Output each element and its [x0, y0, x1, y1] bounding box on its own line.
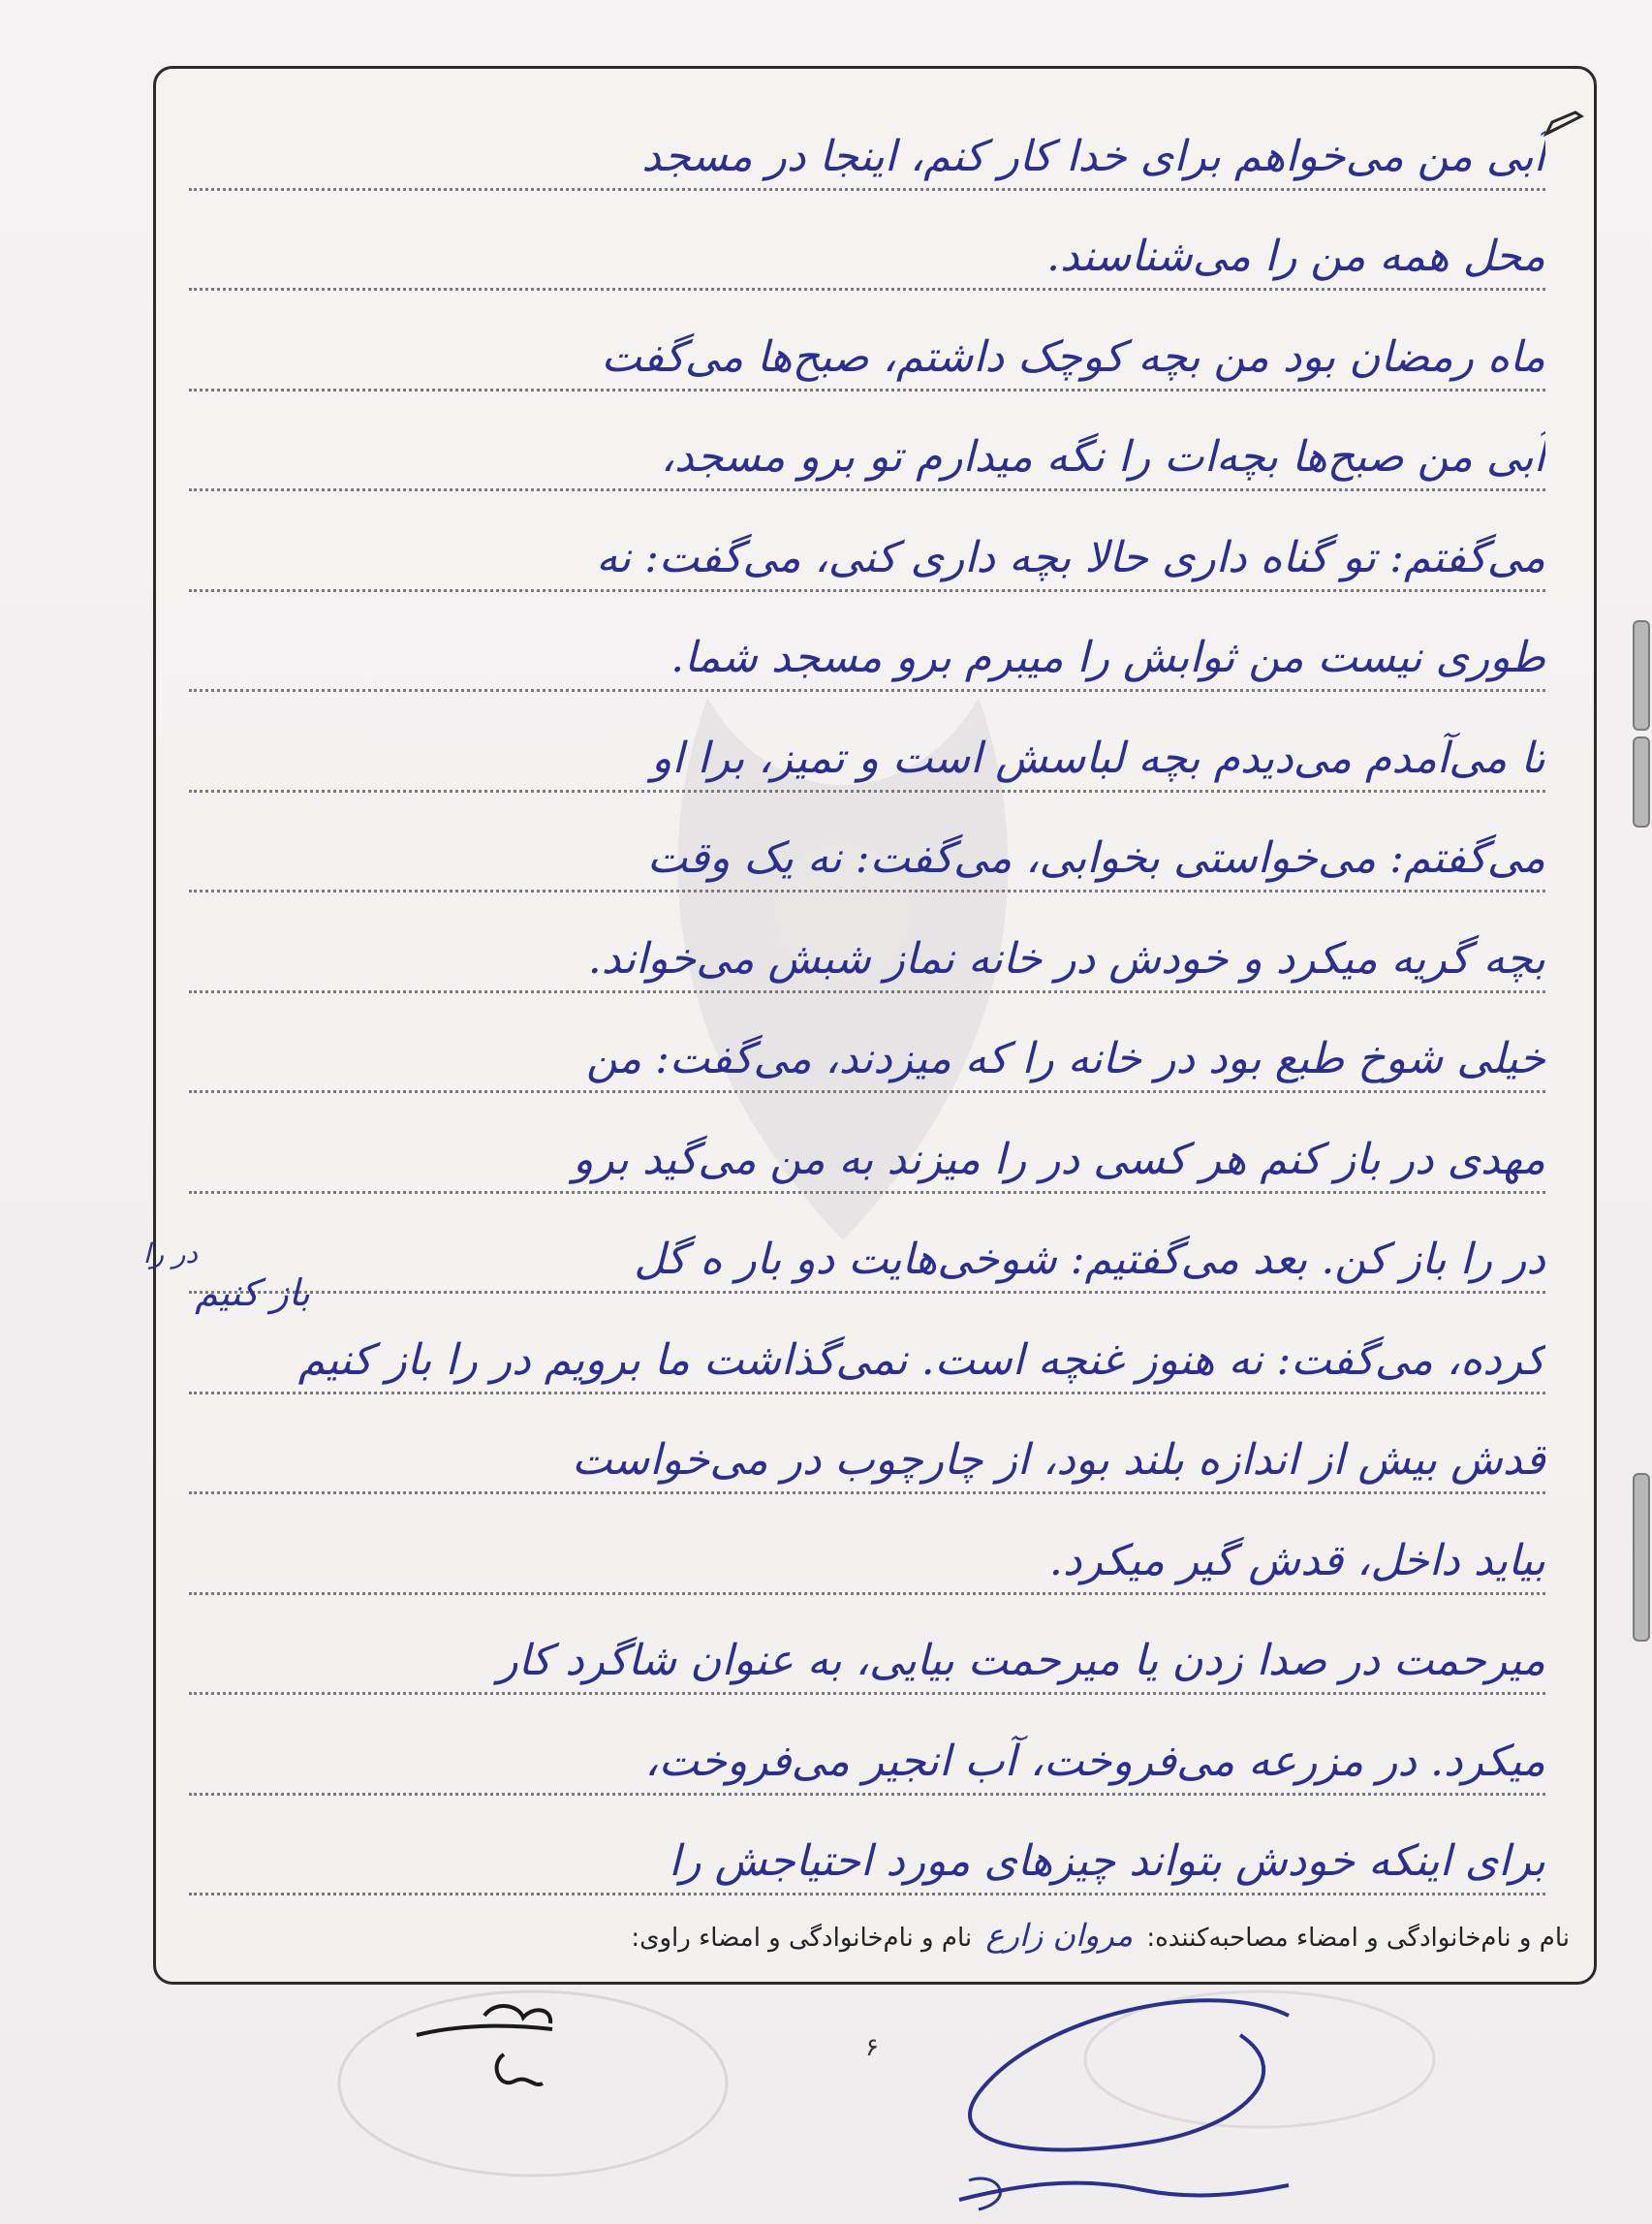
- text-line: [189, 1300, 1545, 1394]
- text-line: [189, 799, 1545, 893]
- pen-icon: [1543, 109, 1585, 138]
- line-text: می‌گفتم: می‌خواستی بخوابی، می‌گفت: نه یک وقت: [646, 833, 1545, 883]
- text-line: [189, 1802, 1545, 1896]
- text-line: [189, 1401, 1545, 1495]
- line-text: تا می‌آمدم می‌دیدم بچه لباسش است و تمیز، برا او: [651, 733, 1545, 783]
- text-line: [189, 198, 1545, 292]
- line-text: آبی من می‌خواهم برای خدا کار کنم، اینجا در مسجد: [641, 131, 1545, 181]
- signature-icon: [397, 1996, 591, 2113]
- signature-icon: [920, 1977, 1308, 2219]
- margin-note-text: باز کنیم: [195, 1271, 310, 1314]
- line-text: طوری نیست من ثوابش را میبرم برو مسجد شما.: [670, 633, 1545, 682]
- line-text: محل همه من را می‌شناسند.: [1045, 232, 1545, 281]
- text-line: [189, 498, 1545, 592]
- interviewer-label: نام و نام‌خانوادگی و امضاء مصاحبه‌کننده:: [1146, 1924, 1570, 1953]
- text-line: [189, 899, 1545, 993]
- text-line: [189, 1201, 1545, 1295]
- page-number: ۶: [865, 2033, 879, 2062]
- text-line: [189, 398, 1545, 492]
- line-text: قدش بیش از اندازه بلند بود، از چارچوب در می‌خواست: [572, 1435, 1545, 1485]
- line-text: بچه گریه میکرد و خودش در خانه نماز شبش می‌خواند.: [587, 933, 1545, 984]
- text-line: [189, 1602, 1545, 1696]
- interviewer-name: مروان زارع: [985, 1917, 1134, 1954]
- text-line: [189, 298, 1545, 392]
- line-text: آبی من صبح‌ها بچه‌ات را نگه میدارم تو برو مسجد،: [660, 432, 1545, 482]
- line-text: خیلی شوخ طبع بود در خانه را که میزدند، می‌گفت: من: [586, 1034, 1545, 1083]
- text-line: [189, 1000, 1545, 1094]
- binder-clip: [1633, 1473, 1650, 1642]
- handwritten-lines: [189, 97, 1545, 1886]
- line-text: ماه رمضان بود من بچه کوچک داشتم، صبح‌ها می‌گفت: [601, 331, 1545, 382]
- line-text: برای اینکه خودش بتواند چیزهای مورد احتیاجش را: [669, 1836, 1545, 1886]
- line-text: می‌گفتم: تو گناه داری حالا بچه داری کنی، می‌گفت: نه: [596, 532, 1545, 582]
- text-line: [189, 599, 1545, 693]
- text-line: [189, 699, 1545, 793]
- binder-clip: [1633, 736, 1650, 828]
- narrator-label: نام و نام‌خانوادگی و امضاء راوی:: [631, 1924, 973, 1953]
- line-text: میکرد. در مزرعه می‌فروخت، آب انجیر می‌فروخت،: [644, 1736, 1545, 1786]
- signature-footer: [174, 1917, 1570, 1959]
- line-text: بیاید داخل، قدش گیر میکرد.: [1048, 1535, 1545, 1585]
- line-text: میرحمت در صدا زدن یا میرحمت بیایی، به عنوان شاگرد کار: [497, 1636, 1545, 1685]
- text-line: [189, 1100, 1545, 1194]
- binder-clip: [1633, 620, 1650, 731]
- line-text: در را باز کن. بعد می‌گفتیم: شوخی‌هایت دو بار ه گل: [634, 1235, 1545, 1284]
- margin-note-insert: در را: [142, 1237, 198, 1269]
- line-text: کرده، می‌گفت: نه هنوز غنچه است. نمی‌گذاشت ما برویم در را باز کنیم: [297, 1334, 1545, 1385]
- line-text: مهدی در باز کنم هر کسی در را میزند به من می‌گید برو: [573, 1134, 1545, 1184]
- text-line: [189, 97, 1545, 191]
- text-line: [189, 1702, 1545, 1796]
- text-line: [189, 1501, 1545, 1595]
- margin-note: [0, 1237, 310, 1347]
